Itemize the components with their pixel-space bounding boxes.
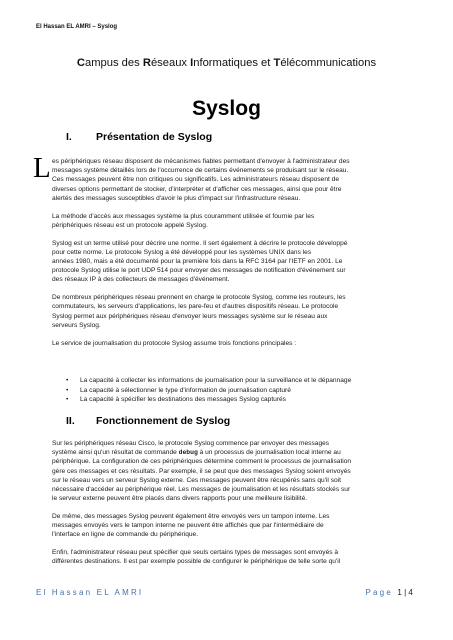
line: années 1980, mais a été documenté pour la première fois dans la RFC 3164 par l'IETF en 2001. Le	[52, 258, 343, 266]
page-footer	[36, 588, 415, 600]
section-1-title: Présentation de Syslog	[96, 131, 213, 143]
line: à un processus de journalisation local interne au	[197, 449, 341, 457]
line: périphérique. La configuration de ces périphériques détermine comment le processus de journalisation	[52, 458, 352, 466]
campus-word-1: ampus des	[85, 57, 143, 69]
page-separator: |	[404, 588, 409, 597]
section-2-heading	[66, 415, 230, 427]
line: différentes destinations. Il est par exemple possible de configurer le périphérique de telle sorte qu'il	[52, 558, 341, 566]
line: diverses options permettant de stocker, d'interpréter et d'afficher ces messages, ainsi que pour être	[52, 185, 342, 193]
page-number	[365, 588, 415, 597]
line: l'interface en ligne de commande du périphérique.	[52, 531, 199, 539]
line: des réseaux IP à des collecteurs de messages d'événement.	[52, 276, 230, 284]
paragraph-intro	[52, 157, 406, 203]
initial-r: R	[142, 57, 151, 69]
paragraph-devices	[52, 293, 406, 330]
line: alertés des messages susceptibles d'avoir le plus d'impact sur l'infrastructure réseau.	[52, 194, 301, 202]
line: Enfin, l'administrateur réseau peut spécifier que seuls certains types de messages sont envoyés à	[52, 549, 339, 557]
campus-word-4: élécommunications	[280, 57, 377, 69]
line: nécessaire d'accéder au périphérique réel. Les messages de journalisation et les résultats stockés sur	[52, 486, 351, 494]
initial-i: I	[190, 57, 194, 69]
section-1-number: I.	[66, 131, 72, 143]
list-item-text: La capacité à spécifier les destinations des messages Syslog capturés	[80, 396, 286, 404]
line: es périphériques réseau disposent de mécanismes fiables permettant d'envoyer à l'administrateur des	[52, 158, 350, 165]
debug-command: debug	[178, 449, 198, 457]
paragraph-syslog-definition	[52, 239, 406, 285]
section-2-number: II.	[66, 415, 75, 427]
paragraph-destinations	[52, 548, 406, 566]
line: sur le réseau vers un serveur Syslog externe. Ces messages peuvent être récupérés sans qu'il soit	[52, 476, 341, 484]
list-item-text: La capacité à sélectionner le type d'information de journalisation capturé	[80, 386, 291, 394]
line: pour cette norme. Le protocole Syslog a été développé pour les systèmes UNIX dans les	[52, 248, 312, 256]
section-1-body	[52, 157, 406, 356]
initial-c: C	[76, 57, 85, 69]
bullet-icon: •	[66, 396, 69, 404]
list-item-text: La capacité à collecter les informations de journalisation pour la surveillance et le dépannage	[80, 377, 352, 384]
list-item	[66, 386, 396, 396]
paragraph-functions-intro: Le service de journalisation du protocole Syslog assume trois fonctions principales :	[52, 339, 297, 347]
list-item	[66, 376, 396, 386]
section-1-heading	[66, 131, 212, 143]
current-page: 1	[397, 588, 405, 597]
campus-word-2: éseaux	[150, 57, 191, 69]
line: Syslog est un terme utilisé pour décrire une norme. Il sert également à décrire le protocole développé	[52, 239, 348, 247]
line: messages envoyés vers le tampon interne ne peuvent être affichés que par l'intermédiaire de	[52, 522, 324, 530]
line: Ces messages peuvent être non critiques ou significatifs. Les administrateurs réseau disposent de	[52, 176, 339, 184]
campus-word-3: nformatiques et	[193, 57, 274, 69]
line: La méthode d'accès aux messages système la plus couramment utilisée et fournie par les	[52, 212, 315, 220]
line: De nombreux périphériques réseau prennent en charge le protocole Syslog, comme les routeurs, les	[52, 294, 346, 302]
drop-cap: L	[33, 152, 51, 184]
line: gère ces messages et ces résultats. Par exemple, il se peut que des messages Syslog soient envoyés	[52, 467, 351, 475]
running-header: El Hassan EL AMRI – Syslog	[36, 24, 118, 30]
line: périphériques réseau est un protocole appelé Syslog.	[52, 221, 208, 229]
line: messages système détaillés lors de l'occurrence de certains événements se produisant sur le réseau.	[52, 167, 349, 175]
line: Syslog permet aux périphériques réseau d'envoyer leurs messages système sur le réseau aux	[52, 312, 328, 320]
line: commutateurs, les serveurs d'applications, les pare-feu et d'autres dispositifs réseau. Le protocole	[52, 303, 339, 311]
section-2-title: Fonctionnement de Syslog	[96, 415, 231, 427]
initial-t: T	[273, 57, 281, 69]
total-pages: 4	[408, 588, 415, 597]
list-item	[66, 395, 396, 405]
bullet-icon: •	[66, 377, 69, 384]
bullet-icon: •	[66, 386, 69, 394]
line: Sur les périphériques réseau Cisco, le protocole Syslog commence par envoyer des messages	[52, 440, 330, 447]
line: système ainsi qu'un résultat de commande	[52, 449, 179, 457]
paragraph-access-method	[52, 212, 406, 230]
paragraph-internal-buffer	[52, 512, 406, 540]
document-title: Syslog	[192, 97, 261, 120]
line: De même, des messages Syslog peuvent également être envoyés vers un tampon interne. Les	[52, 513, 330, 521]
line: serveurs Syslog.	[52, 321, 101, 329]
institution-title	[0, 57, 453, 69]
footer-author: El Hassan EL AMRI	[36, 588, 144, 597]
functions-list	[66, 376, 396, 405]
section-2-body	[52, 439, 406, 575]
line: le serveur externe peuvent être placés dans divers rapports pour une meilleure lisibilité.	[52, 495, 308, 503]
paragraph-cisco-logging	[52, 439, 406, 503]
page-label: Page	[365, 588, 393, 597]
line: protocole Syslog utilise le port UDP 514 pour envoyer des messages de notification d'événement sur	[52, 267, 346, 275]
